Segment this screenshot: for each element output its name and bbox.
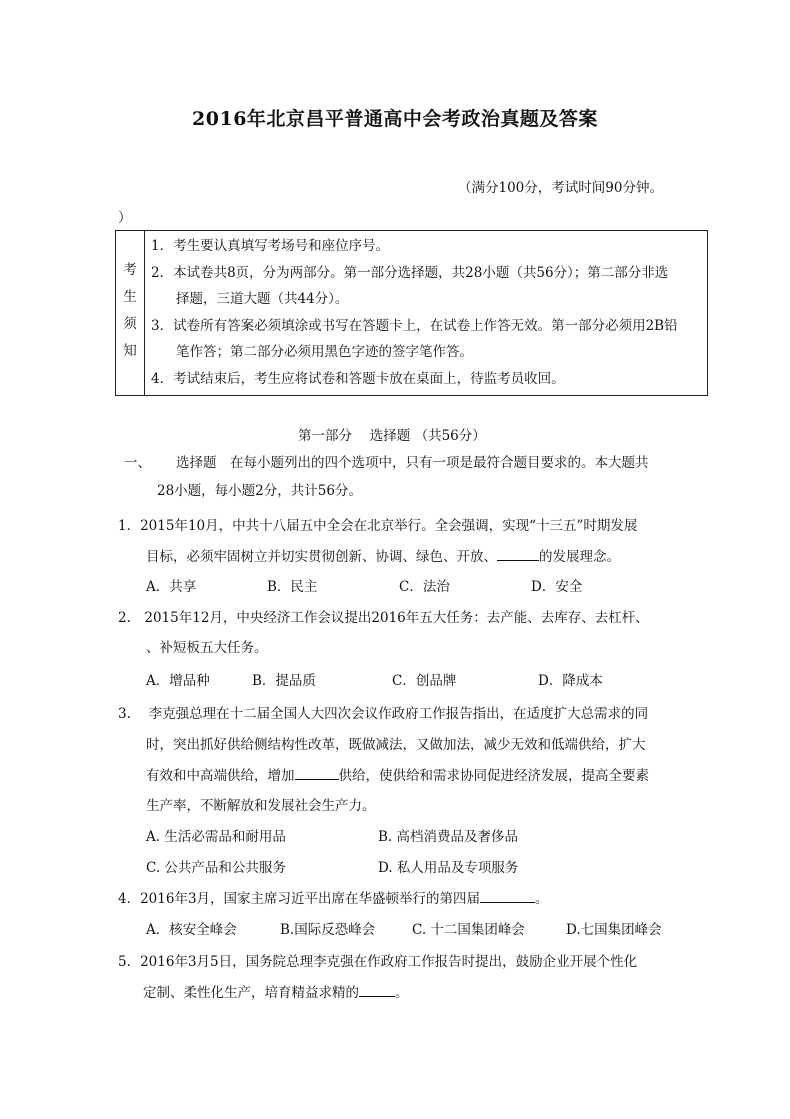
notice-item: 1．考生要认真填写考场号和座位序号。 [151,238,390,254]
page-title: 2016年北京昌平普通高中会考政治真题及答案 [192,108,598,130]
question-3-text-cont: 生产率，不断解放和发展社会生产力。 [146,798,376,814]
section-number: 一、 [124,455,151,471]
q2-option-b: B．提品质 [252,673,316,689]
q2-option-d: D．降成本 [538,673,603,689]
candidate-notice-box [115,230,708,396]
answer-blank [497,546,539,561]
notice-side-label: 考 生 须 知 [116,231,145,396]
question-1-text-cont: 目标，必须牢固树立并切实贯彻创新、协调、绿色、开放、 的发展理念。 [146,545,620,565]
q3-option-a: A. 生活必需品和耐用品 [146,829,286,845]
answer-blank [359,982,395,997]
q3-option-d: D. 私人用品及专项服务 [378,860,519,876]
question-4-text: 4．2016年3月，国家主席习近平出席在华盛顿举行的第四届 。 [118,887,549,907]
exam-info-close: ） [118,210,132,226]
q3-option-c: C. 公共产品和公共服务 [146,860,286,876]
q1-option-a: A．共享 [146,579,197,595]
exam-info: （满分100分，考试时间90分钟。 [458,180,663,196]
q2-option-a: A．增品种 [146,673,210,689]
question-2-text: 2. 2015年12月，中央经济工作会议提出2016年五大任务：去产能、去库存、去杠杆、 [118,610,649,626]
question-3-text-cont: 时，突出抓好供给侧结构性改革，既做减法，又做加法，减少无效和低端供给，扩大 [146,737,646,753]
q2-option-c: C．创品牌 [392,673,457,689]
q1-option-b: B．民主 [267,579,318,595]
notice-item-cont: 择题，三道大题（共44分）。 [176,291,349,307]
question-2-text-cont: 、补短板五大任务。 [146,640,268,656]
q4-option-d: D.七国集团峰会 [566,922,662,938]
question-1-text: 1．2015年10月，中共十八届五中全会在北京举行。全会强调，实现“十三五”时期发展 [118,518,638,534]
question-5-text: 5．2016年3月5日，国务院总理李克强在作政府工作报告时提出，鼓励企业开展个性化 [118,954,638,970]
q4-option-b: B.国际反恐峰会 [280,922,376,938]
part1-heading: 第一部分 选择题 （共56分） [298,428,486,444]
notice-items [145,231,708,396]
question-3-text: 3. 李克强总理在十二届全国人大四次会议作政府工作报告指出，在适度扩大总需求的同 [118,706,649,722]
section-instruction-cont: 28小题，每小题2分，共计56分。 [157,483,362,499]
q1-option-c: C．法治 [399,579,450,595]
question-5-text-cont: 定制、柔性化生产，培育精益求精的 。 [143,981,409,1001]
answer-blank [480,888,535,903]
notice-item-cont: 笔作答；第二部分必须用黑色字迹的签字笔作答。 [176,344,473,360]
answer-blank [295,765,339,780]
q4-option-a: A．核安全峰会 [146,922,237,938]
q1-option-d: D．安全 [531,579,583,595]
notice-item: 4．考试结束后，考生应将试卷和答题卡放在桌面上，待监考员收回。 [151,370,565,387]
question-3-text-cont: 有效和中高端供给，增加 供给，使供给和需求协同促进经济发展，提高全要素 [146,764,649,784]
q3-option-b: B. 高档消费品及奢侈品 [378,829,519,845]
notice-item: 2．本试卷共8页，分为两部分。第一部分选择题，共28小题（共56分）；第二部分非选 [151,264,669,281]
notice-item: 3．试卷所有答案必须填涂或书写在答题卡上，在试卷上作答无效。第一部分必须用2B铅 [151,317,678,334]
q4-option-c: C. 十二国集团峰会 [412,922,525,938]
section-instruction: 选择题 在每小题列出的四个选项中，只有一项是最符合题目要求的。本大题共 [176,455,649,471]
